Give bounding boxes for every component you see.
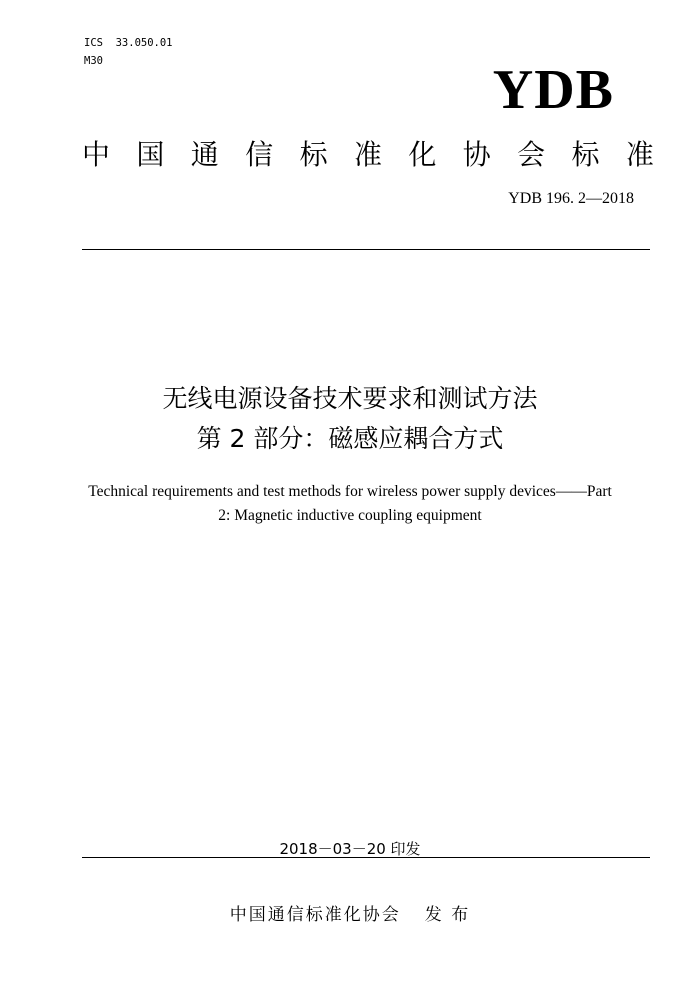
- classification-code: M30: [84, 55, 103, 67]
- org-char: 标: [571, 138, 600, 171]
- title-cn-line1: 无线电源设备技术要求和测试方法: [162, 384, 538, 413]
- issue-date: 2018－03－20 印发: [279, 840, 421, 858]
- org-char: 准: [353, 138, 382, 171]
- org-char: 标: [299, 138, 328, 171]
- standard-number: YDB 196. 2—2018: [508, 190, 634, 207]
- title-en-line1: Technical requirements and test methods for wireless power supply devices——Part: [88, 483, 612, 500]
- footer-divider: [82, 857, 650, 858]
- title-en-line2: 2: Magnetic inductive coupling equipment: [218, 507, 482, 524]
- issuer-line: [0, 900, 700, 925]
- ydb-logo: YDB: [492, 59, 614, 121]
- org-char: 国: [136, 138, 165, 171]
- org-char: 准: [625, 138, 654, 171]
- title-cn-line2: 第 2 部分：磁感应耦合方式: [196, 424, 504, 453]
- org-char: 化: [408, 138, 437, 171]
- issuer-name: 中国通信标准化协会: [229, 905, 401, 925]
- org-char: 会: [517, 138, 546, 171]
- ics-code: ICS 33.050.01: [84, 37, 173, 49]
- org-char: 通: [190, 138, 219, 171]
- header-divider: [82, 249, 650, 250]
- issue-word: 发 布: [424, 905, 471, 925]
- org-char: 协: [462, 138, 491, 171]
- organization-title: [82, 135, 654, 175]
- org-char: 信: [245, 138, 274, 171]
- org-char: 中: [82, 138, 111, 171]
